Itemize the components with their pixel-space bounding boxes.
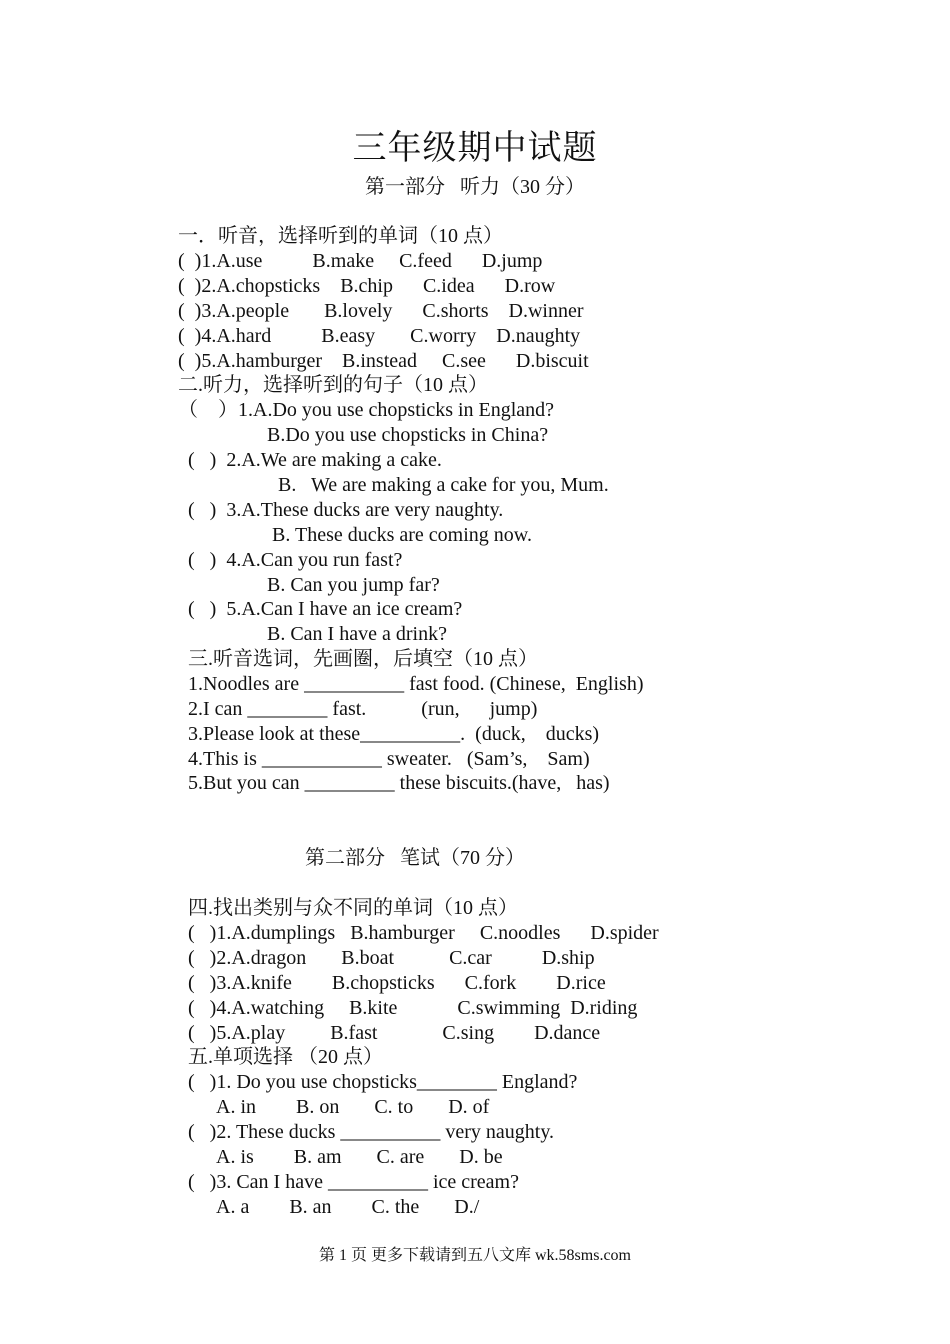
section1-q5: ( )5.A.hamburger B.instead C.see D.biscuit xyxy=(178,350,589,372)
section2-q1b: B.Do you use chopsticks in China? xyxy=(267,424,549,446)
section3-heading: 三.听音选词，先画圈，后填空（10 点） xyxy=(188,648,538,670)
section2-q4b: B. Can you jump far? xyxy=(267,574,440,596)
section3-q1: 1.Noodles are __________ fast food. (Chinese, English) xyxy=(188,673,644,695)
section4-q5: ( )5.A.play B.fast C.sing D.dance xyxy=(188,1022,601,1044)
section1-q3: ( )3.A.people B.lovely C.shorts D.winner xyxy=(178,300,584,322)
section1-q2: ( )2.A.chopsticks B.chip C.idea D.row xyxy=(178,275,556,297)
section3-q2: 2.I can ________ fast. (run, jump) xyxy=(188,698,538,720)
part1-title: 第一部分 听力（30 分） xyxy=(365,176,585,198)
page-title: 三年级期中试题 xyxy=(352,130,598,167)
section2-q5b: B. Can I have a drink? xyxy=(267,623,447,645)
section3-q5: 5.But you can _________ these biscuits.(have, has) xyxy=(188,772,610,794)
section5-q1: ( )1. Do you use chopsticks________ England? xyxy=(188,1071,578,1093)
section5-heading: 五.单项选择 （20 点） xyxy=(188,1046,383,1068)
section4-q3: ( )3.A.knife B.chopsticks C.fork D.rice xyxy=(188,972,606,994)
section4-q1: ( )1.A.dumplings B.hamburger C.noodles D.spider xyxy=(188,922,659,944)
section5-q2-options: A. is B. am C. are D. be xyxy=(216,1146,503,1168)
section2-q3b: B. These ducks are coming now. xyxy=(272,524,532,546)
section3-q4: 4.This is ____________ sweater. (Sam’s, Sam) xyxy=(188,748,590,770)
section5-q1-options: A. in B. on C. to D. of xyxy=(216,1096,490,1118)
section4-q2: ( )2.A.dragon B.boat C.car D.ship xyxy=(188,947,595,969)
section2-q2a: ( ) 2.A.We are making a cake. xyxy=(188,449,442,471)
section3-q3: 3.Please look at these__________. (duck, ducks) xyxy=(188,723,600,745)
section1-q4: ( )4.A.hard B.easy C.worry D.naughty xyxy=(178,325,581,347)
section4-heading: 四.找出类别与众不同的单词（10 点） xyxy=(188,897,518,919)
section2-q1a: （ ）1.A.Do you use chopsticks in England? xyxy=(178,399,555,421)
section5-q2: ( )2. These ducks __________ very naughty. xyxy=(188,1121,555,1143)
section4-q4: ( )4.A.watching B.kite C.swimming D.riding xyxy=(188,997,638,1019)
page-footer: 第 1 页 更多下载请到五八文库 wk.58sms.com xyxy=(318,1247,631,1264)
section2-q5a: ( ) 5.A.Can I have an ice cream? xyxy=(188,598,463,620)
section2-q4a: ( ) 4.A.Can you run fast? xyxy=(188,549,403,571)
section1-heading: 一．听音，选择听到的单词（10 点） xyxy=(178,225,503,247)
part2-title: 第二部分 笔试（70 分） xyxy=(305,847,525,869)
section5-q3: ( )3. Can I have __________ ice cream? xyxy=(188,1171,519,1193)
section5-q3-options: A. a B. an C. the D./ xyxy=(216,1196,480,1218)
section2-q3a: ( ) 3.A.These ducks are very naughty. xyxy=(188,499,504,521)
section2-heading: 二.听力，选择听到的句子（10 点） xyxy=(178,374,488,396)
section2-q2b: B. We are making a cake for you, Mum. xyxy=(278,474,609,496)
section1-q1: ( )1.A.use B.make C.feed D.jump xyxy=(178,250,543,272)
